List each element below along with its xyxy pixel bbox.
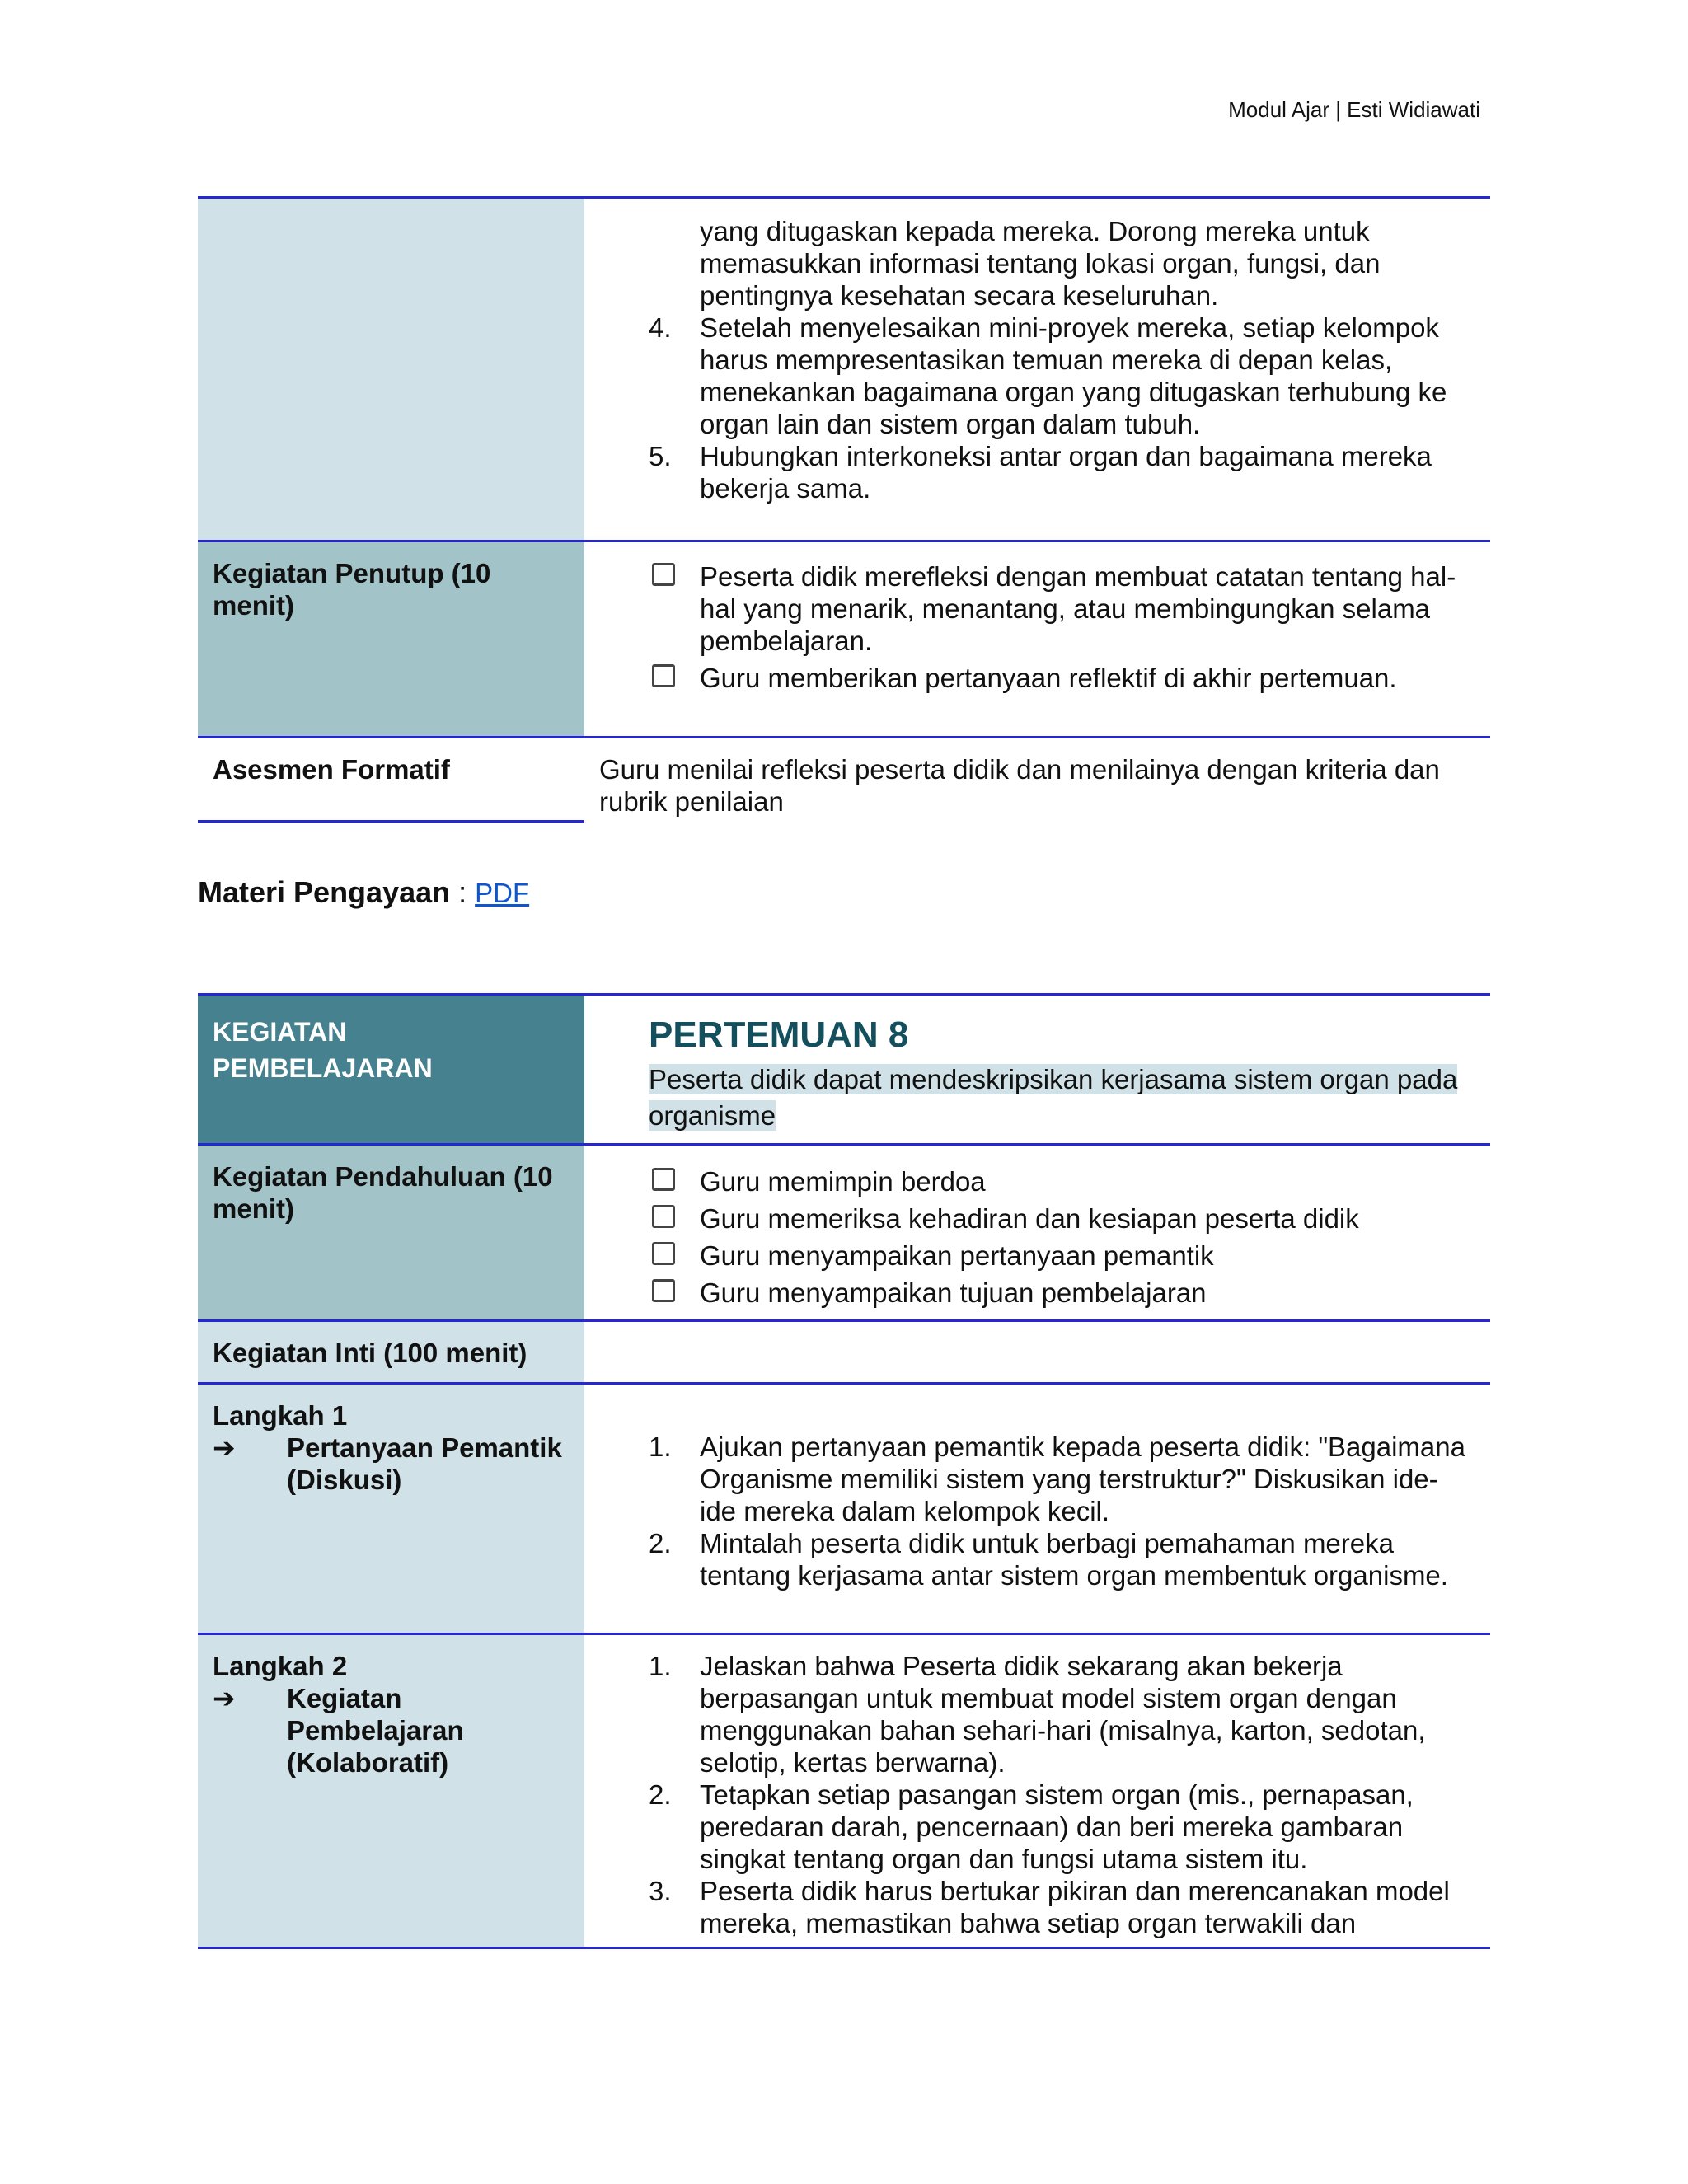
materi-label: Materi Pengayaan: [198, 875, 451, 909]
list-item: 5. Hubungkan interkoneksi antar organ dan bagaimana mereka bekerja sama.: [649, 441, 1432, 504]
langkah1-title: Langkah 1: [213, 1400, 348, 1431]
pendahuluan-label: Kegiatan Pendahuluan (10 menit): [213, 1161, 553, 1224]
checkbox-icon[interactable]: [652, 1168, 675, 1191]
checklist-item: Guru menyampaikan pertanyaan pemantik: [584, 1240, 1474, 1272]
penutup-content: [584, 541, 1490, 738]
empty-label-cell: [198, 198, 584, 541]
list-item: 4. Setelah menyelesaikan mini-proyek mereka, setiap kelompok harus mempresentasikan temuan mereka di depan kelas, menekankan bagaimana organ yang ditugaskan terhubung ke organ lain dan sistem organ dalam tubuh.: [649, 312, 1447, 439]
list-item: 2. Tetapkan setiap pasangan sistem organ (mis., pernapasan, peredaran darah, pencernaan) dan beri mereka gambaran singkat tentang organ dan fungsi utama sistem itu.: [649, 1779, 1414, 1874]
activity-table-continued: [198, 196, 1490, 823]
inti-label-cell: [198, 1321, 584, 1384]
langkah2-label-cell: [198, 1634, 584, 1948]
table-row: [198, 1384, 1490, 1634]
materi-pengayaan: [198, 875, 529, 910]
langkah1-label-cell: [198, 1384, 584, 1634]
checklist-item: Guru memberikan pertanyaan reflektif di akhir pertemuan.: [584, 662, 1474, 694]
asesmen-label: Asesmen Formatif: [213, 754, 450, 785]
table-row: [198, 198, 1490, 541]
arrow-right-icon: ➔: [213, 1432, 236, 1463]
header-label-cell: [198, 995, 584, 1145]
checkbox-icon[interactable]: [652, 1279, 675, 1302]
table-row: [198, 1321, 1490, 1384]
pendahuluan-content: [584, 1145, 1490, 1321]
table-row: [198, 738, 1490, 822]
checkbox-icon[interactable]: [652, 1242, 675, 1265]
table-row: [198, 1145, 1490, 1321]
penutup-label-cell: [198, 541, 584, 738]
activity-table-pertemuan-8: [198, 993, 1490, 1949]
pertemuan-cell: [584, 995, 1490, 1145]
arrow-right-icon: ➔: [213, 1683, 236, 1713]
checklist-item: Guru menyampaikan tujuan pembelajaran: [584, 1277, 1474, 1309]
list-item: 2. Mintalah peserta didik untuk berbagi pemahaman mereka tentang kerjasama antar sistem organ membentuk organisme.: [649, 1528, 1448, 1591]
materi-separator: :: [450, 875, 476, 909]
checklist: [584, 1165, 1490, 1309]
table-row: [198, 995, 1490, 1145]
pdf-link[interactable]: PDF: [475, 878, 530, 908]
numbered-list: [584, 1650, 1490, 1939]
pendahuluan-label-cell: [198, 1145, 584, 1321]
content-cell: [584, 198, 1490, 541]
list-item: 3. Peserta didik harus bertukar pikiran dan merencanakan model mereka, memastikan bahwa setiap organ terwakili dan: [649, 1876, 1450, 1938]
pertemuan-title: PERTEMUAN 8: [649, 1015, 909, 1055]
asesmen-content: [584, 738, 1490, 822]
inti-empty-cell: [584, 1321, 1490, 1384]
langkah2-content: [584, 1634, 1490, 1948]
checklist-item: Peserta didik merefleksi dengan membuat catatan tentang hal-hal yang menarik, menantang, atau membingungkan selama pembelajaran.: [584, 560, 1474, 657]
checklist: [584, 560, 1490, 694]
kegiatan-pembelajaran-label: KEGIATAN PEMBELAJARAN: [213, 1017, 433, 1083]
asesmen-text: Guru menilai refleksi peserta didik dan menilainya dengan kriteria dan rubrik penilaian: [599, 754, 1440, 817]
asesmen-label-cell: [198, 738, 584, 822]
list-item: yang ditugaskan kepada mereka. Dorong mereka untuk memasukkan informasi tentang lokasi organ, fungsi, dan pentingnya kesehatan secara keseluruhan.: [700, 216, 1381, 311]
page-header: Modul Ajar | Esti Widiawati: [1228, 97, 1480, 122]
list-item: 1. Ajukan pertanyaan pemantik kepada peserta didik: "Bagaimana Organisme memiliki sistem yang terstruktur?" Diskusikan ide-ide mereka dalam kelompok kecil.: [649, 1432, 1465, 1526]
inti-label: Kegiatan Inti (100 menit): [213, 1338, 528, 1368]
checklist-item: Guru memeriksa kehadiran dan kesiapan peserta didik: [584, 1202, 1474, 1235]
checkbox-icon[interactable]: [652, 563, 675, 586]
pertemuan-objective: Peserta didik dapat mendeskripsikan kerjasama sistem organ pada organisme: [649, 1064, 1458, 1131]
checkbox-icon[interactable]: [652, 1205, 675, 1228]
checkbox-icon[interactable]: [652, 664, 675, 687]
numbered-list: [584, 215, 1490, 504]
langkah2-subtitle: ➔ Kegiatan Pembelajaran (Kolaboratif): [213, 1683, 464, 1778]
langkah1-subtitle: ➔ Pertanyaan Pemantik (Diskusi): [213, 1432, 562, 1495]
langkah2-title: Langkah 2: [213, 1651, 348, 1681]
table-row: [198, 541, 1490, 738]
checklist-item: Guru memimpin berdoa: [584, 1165, 1474, 1197]
table-row: [198, 1634, 1490, 1948]
penutup-label: Kegiatan Penutup (10 menit): [213, 558, 491, 621]
langkah1-content: [584, 1384, 1490, 1634]
numbered-list: [584, 1431, 1490, 1591]
list-item: 1. Jelaskan bahwa Peserta didik sekarang akan bekerja berpasangan untuk membuat model sistem organ dengan menggunakan bahan sehari-hari (misalnya, karton, sedotan, selotip, kertas berwarna).: [649, 1651, 1426, 1778]
